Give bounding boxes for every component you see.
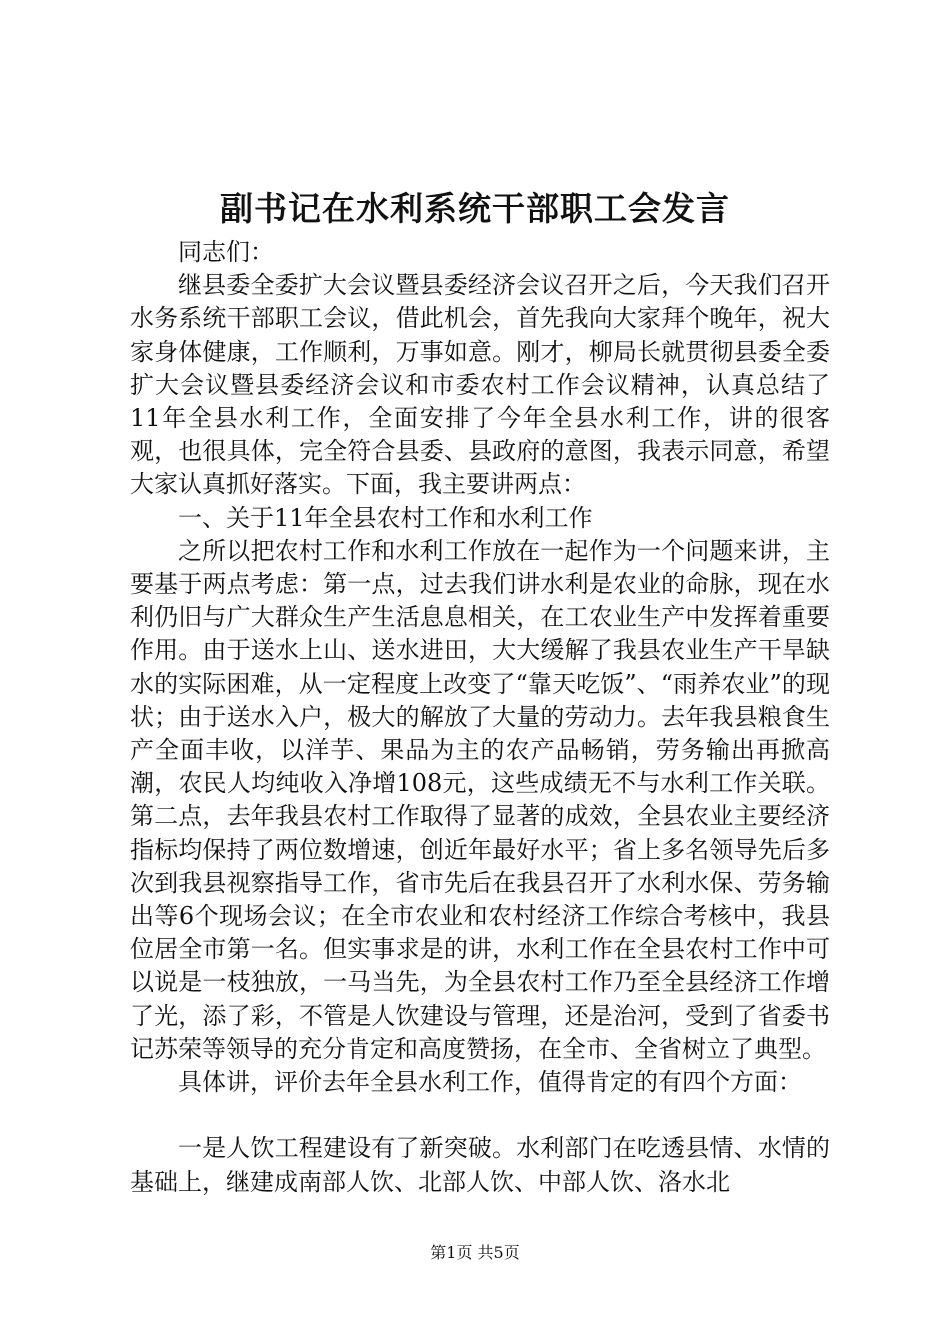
page-number-footer: 第1页 共5页	[430, 1243, 520, 1262]
document-body	[130, 236, 830, 1199]
paragraph-point-one: 一是人饮工程建设有了新突破。水利部门在吃透县情、水情的基础上，继建成南部人饮、北部人饮、中部人饮、洛水北	[130, 1134, 830, 1196]
document-title: 副书记在水利系统干部职工会发言	[220, 189, 730, 228]
paragraph-intro: 继县委全委扩大会议暨县委经济会议召开之后，今天我们召开水务系统干部职工会议，借此机会，首先我向大家拜个晚年，祝大家身体健康，工作顺利，万事如意。刚才，柳局长就贯彻县委全委扩大会议暨县委经济会议和市委农村工作会议精神，认真总结了11年全县水利工作，全面安排了今年全县水利工作，讲的很客观，也很具体，完全符合县委、县政府的意图，我表示同意，希望大家认真抓好落实。下面，我主要讲两点：	[130, 271, 830, 499]
blank-line	[130, 1099, 830, 1132]
section-heading: 一、关于11年全县农村工作和水利工作	[178, 503, 593, 532]
paragraph-evaluation: 具体讲，评价去年全县水利工作，值得肯定的有四个方面：	[178, 1068, 802, 1097]
salutation: 同志们：	[178, 238, 274, 266]
paragraph-reasons: 之所以把农村工作和水利工作放在一起作为一个问题来讲，主要基于两点考虑：第一点，过去我们讲水利是农业的命脉，现在水利仍旧与广大群众生产生活息息相关，在工农业生产中发挥着重要作用。由于送水上山、送水进田，大大缓解了我县农业生产干旱缺水的实际困难，从一定程度上改变了“靠天吃饭”、“雨养农业”的现状；由于送水入户，极大的解放了大量的劳动力。去年我县粮食生产全面丰收，以洋芋、果品为主的农产品畅销，劳务输出再掀高潮，农民人均纯收入净增108元，这些成绩无不与水利工作关联。第二点，去年我县农村工作取得了显著的成效，全县农业主要经济指标均保持了两位数增速，创近年最好水平；省上多名领导先后多次到我县视察指导工作，省市先后在我县召开了水利水保、劳务输出等6个现场会议；在全市农业和农村经济工作综合考核中，我县位居全市第一名。但实事求是的讲，水利工作在全县农村工作中可以说是一枝独放，一马当先，为全县农村工作乃至全县经济工作增了光，添了彩，不管是人饮建设与管理，还是治河，受到了省委书记苏荣等领导的充分肯定和高度赞扬，在全市、全省树立了典型。	[130, 536, 830, 1063]
